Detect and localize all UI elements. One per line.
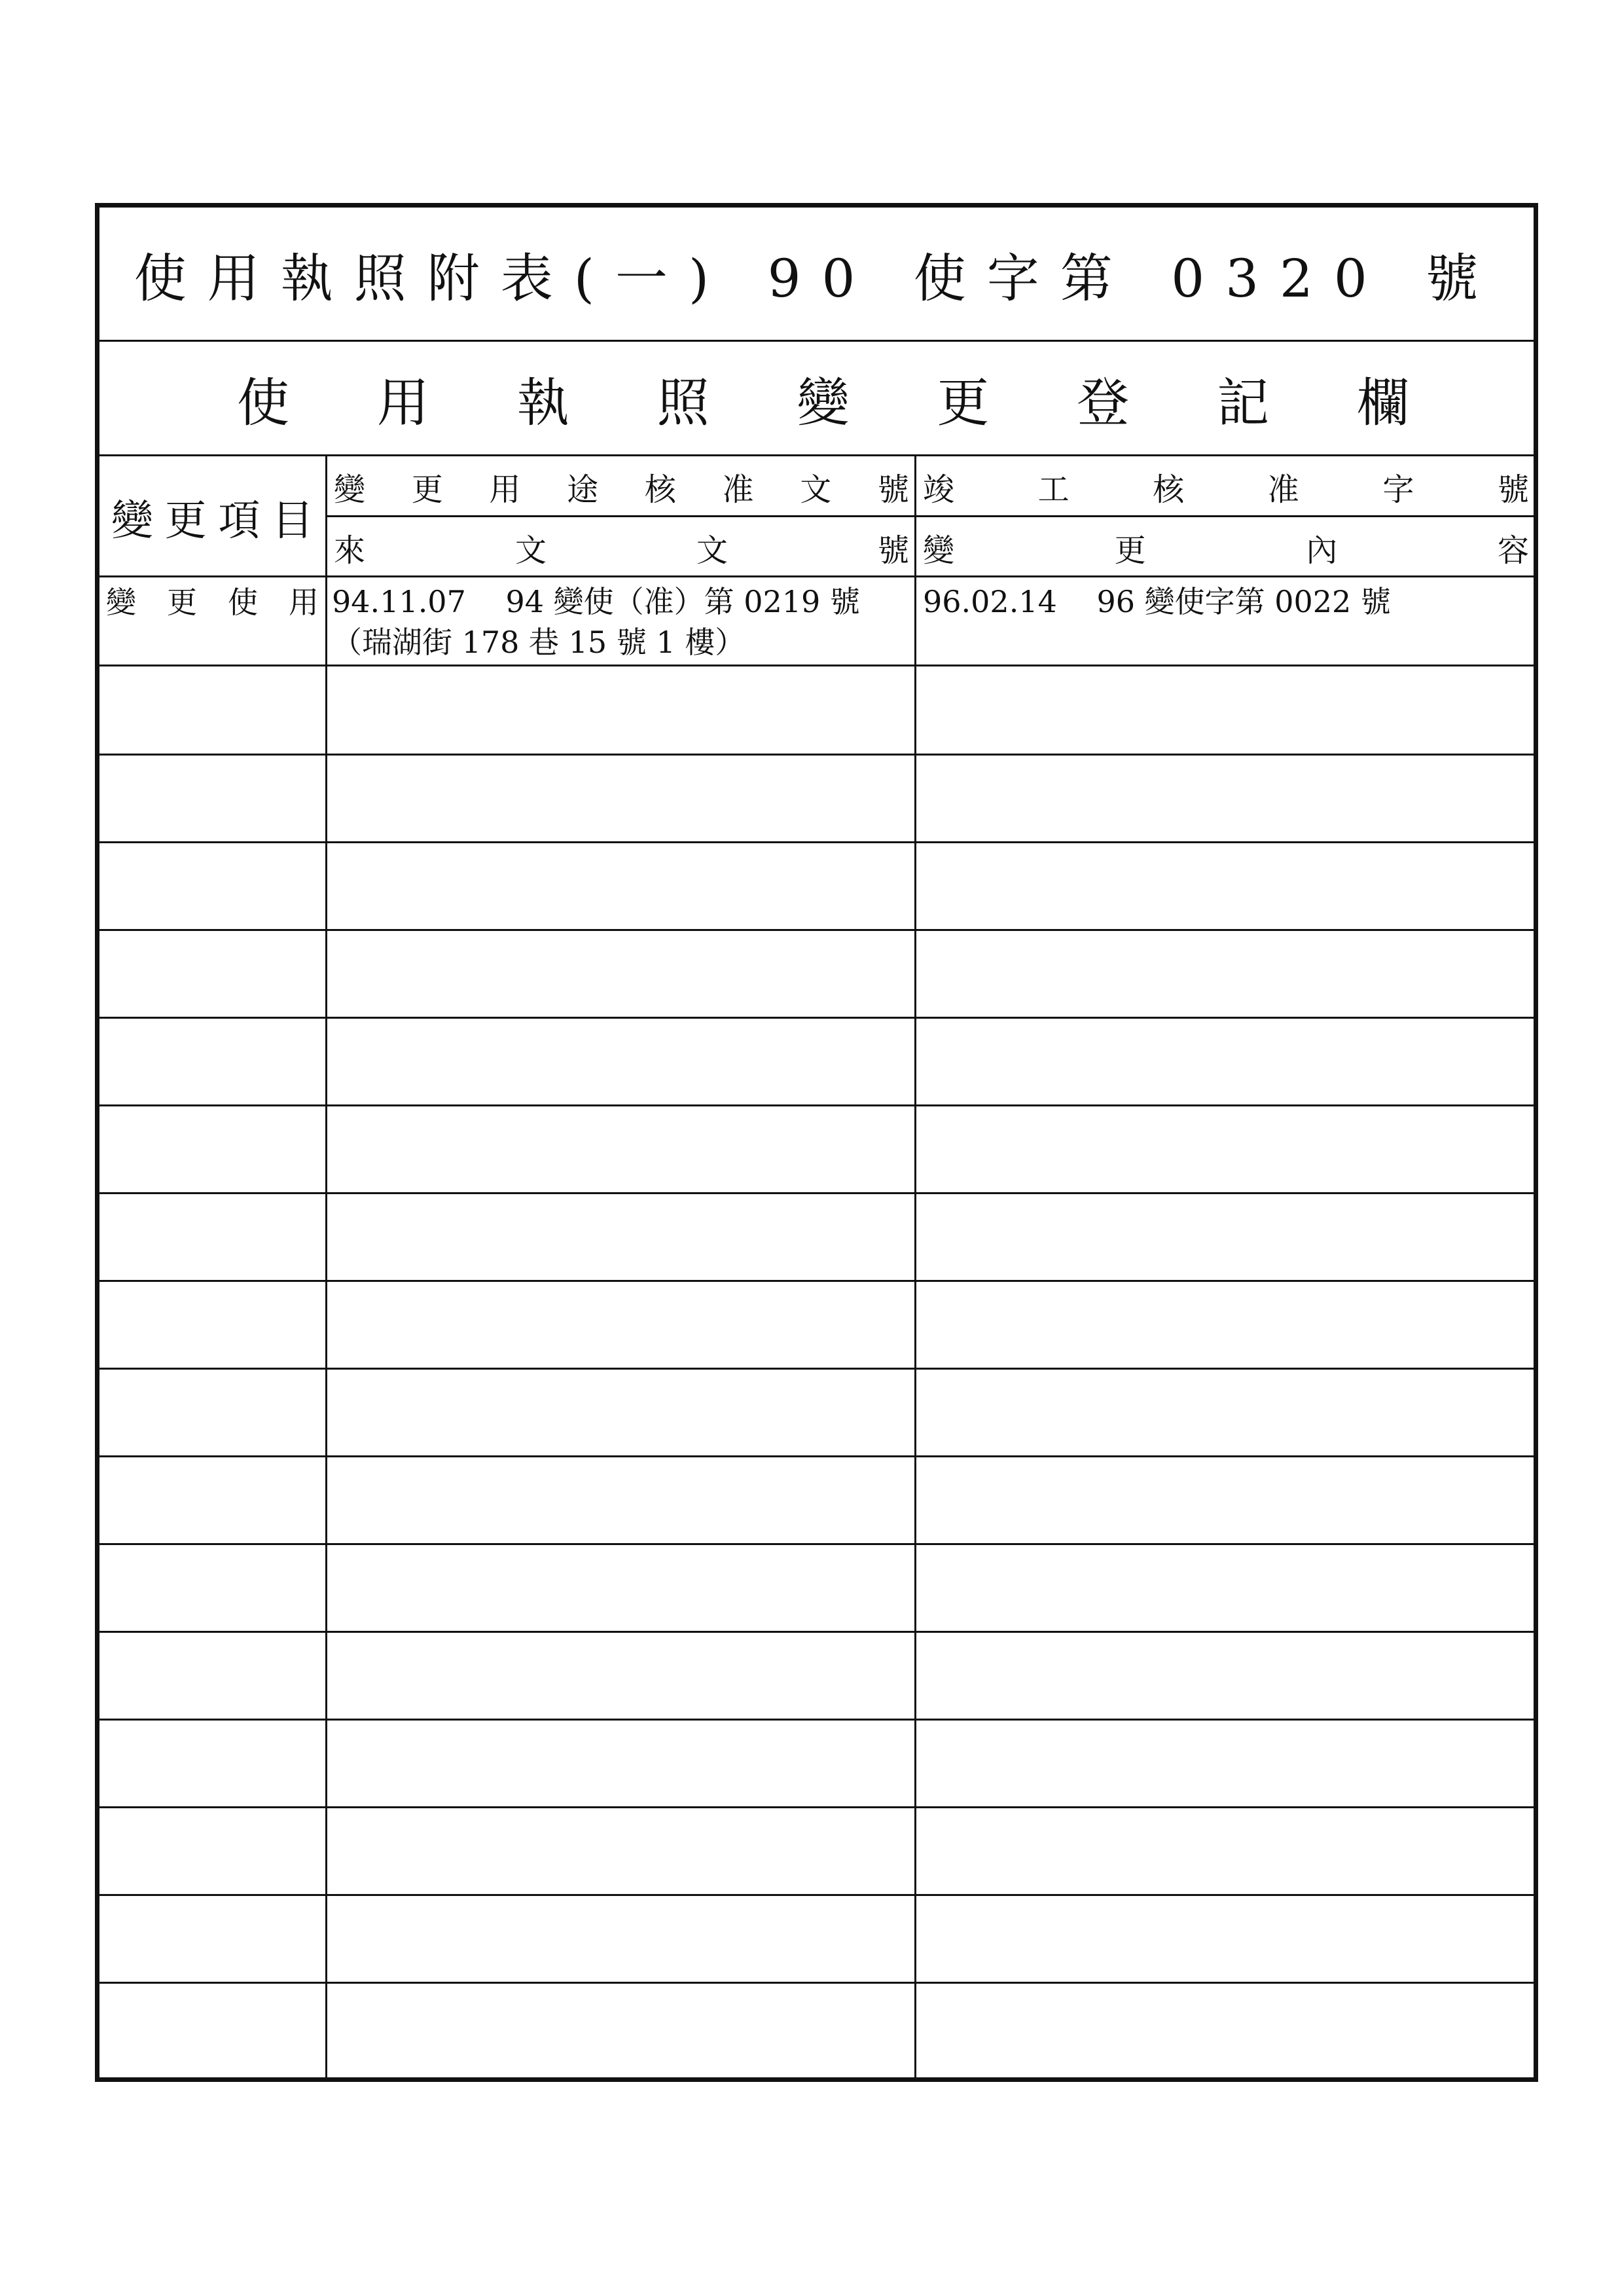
header-sub-divider [325,515,1534,517]
column-divider [325,456,327,2077]
row-1-approval-line-2: （瑞湖街 178 巷 15 號 1 樓） [332,625,746,660]
row-1-approval-line-1: 94.11.07 94 變使（准）第 0219 號 [332,584,860,619]
header-change-content: 變 更 內 容 [923,532,1529,569]
row-divider [99,1631,1534,1633]
permit-attachment-form [95,203,1538,2082]
row-divider [99,1982,1534,1984]
row-divider [99,1368,1534,1370]
header-incoming-document-number: 來 文 文 號 [334,532,909,569]
column-divider [914,456,916,2077]
row-divider [99,841,1534,843]
row-divider [99,1455,1534,1457]
row-1-completion-line-1: 96.02.14 96 變使字第 0022 號 [923,584,1391,619]
row-divider [99,665,1534,666]
row-divider [99,1719,1534,1721]
change-record-table [99,456,1534,2077]
row-divider [99,1894,1534,1896]
row-1-change-item: 變 更 使 用 [106,585,319,620]
header-approval-number: 變 更 用 途 核 准 文 號 [334,471,909,508]
row-divider [99,1806,1534,1808]
row-divider [99,1104,1534,1106]
form-title: 使用執照附表(一) 90 使字第 0320 號 [99,208,1534,342]
row-divider [99,929,1534,931]
row-divider [99,1192,1534,1194]
header-completion-approval-number: 竣 工 核 准 字 號 [923,471,1529,508]
row-divider [99,754,1534,756]
register-heading-row [99,342,1534,456]
row-divider [99,1280,1534,1282]
register-heading: 使 用 執 照 變 更 登 記 欄 [237,372,1409,433]
row-divider [99,1543,1534,1545]
header-change-item: 變 更 項 目 [111,496,314,545]
row-divider [99,1017,1534,1019]
